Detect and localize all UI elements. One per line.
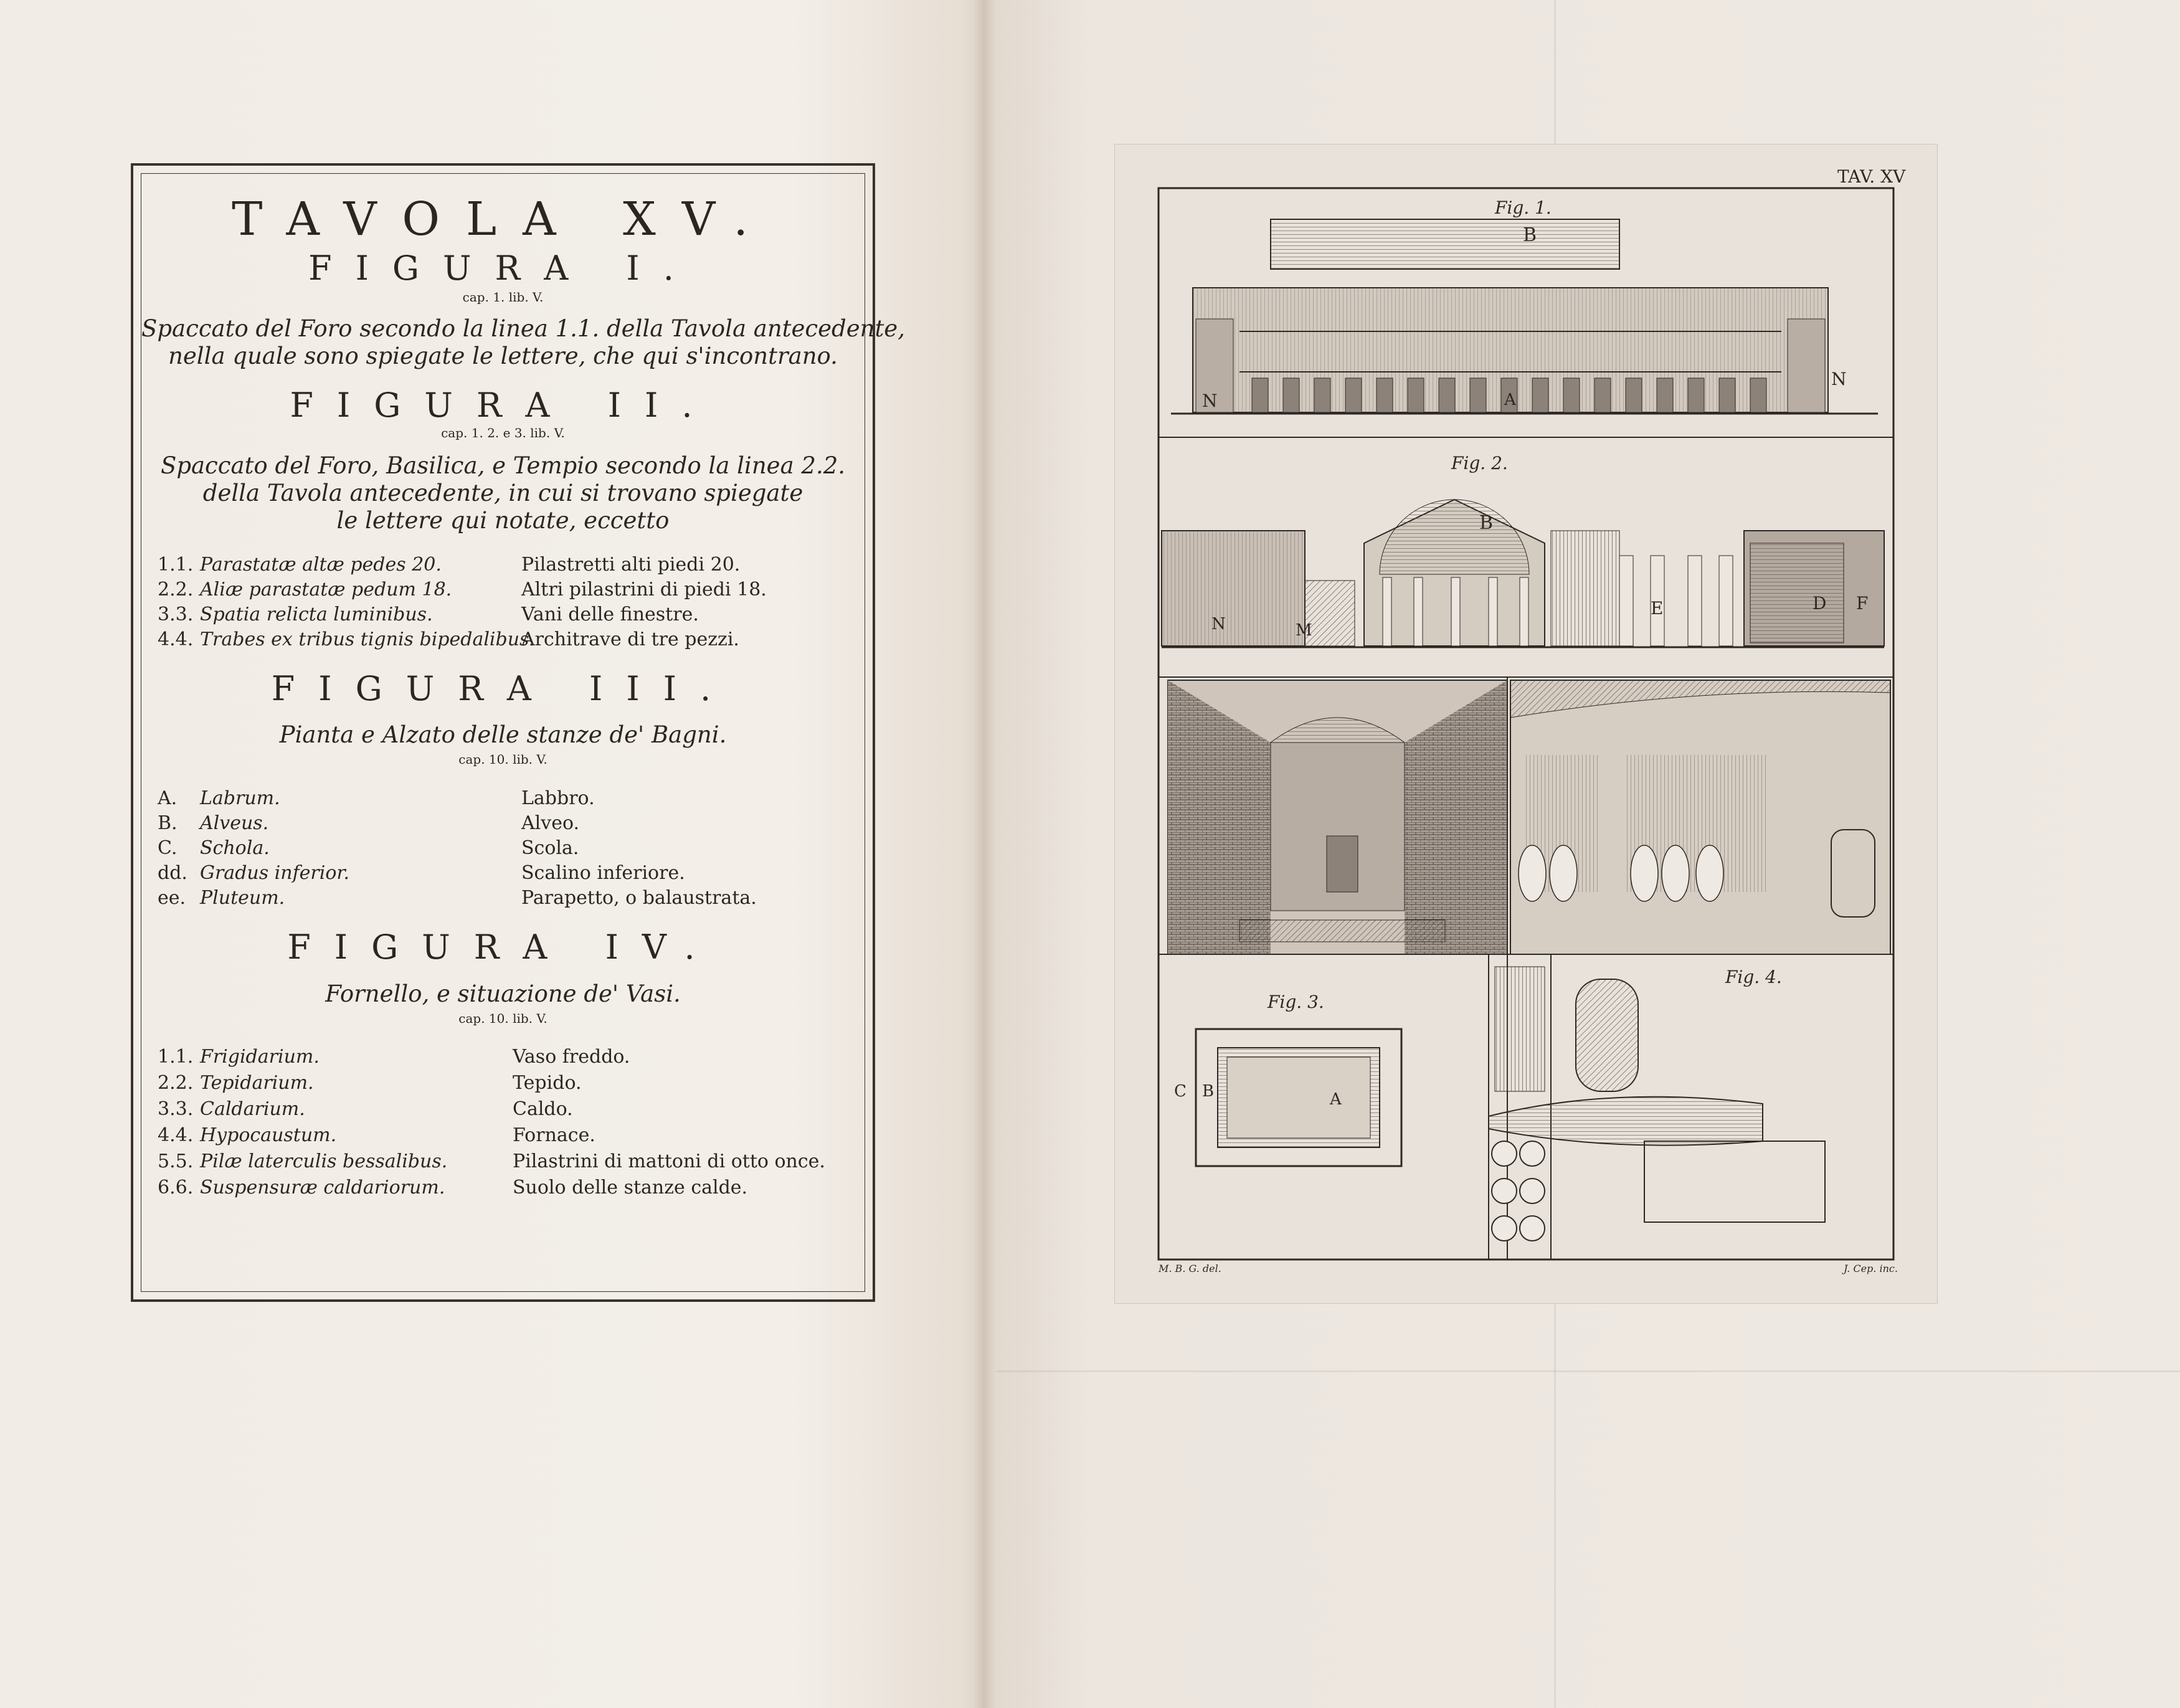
letter-c-fig3: C: [1174, 1082, 1187, 1101]
figure-2-heading: FIGURA II.: [290, 386, 716, 425]
figure-3-elevation: [1168, 680, 1507, 954]
item-italian: Altri pilastrini di piedi 18.: [521, 579, 767, 600]
item-number: 6.6.: [158, 1177, 194, 1198]
list-item: [158, 1151, 874, 1175]
figure-1-label: Fig. 1.: [1495, 197, 1552, 218]
letter-m-fig2: M: [1296, 621, 1312, 640]
list-item: [158, 579, 874, 604]
item-latin: Pilæ laterculis bessalibus.: [200, 1151, 448, 1172]
letter-e-fig2: E: [1651, 598, 1664, 619]
item-number: dd.: [158, 862, 187, 884]
list-item: [158, 1177, 874, 1202]
text-frame-inner: [141, 173, 905, 1292]
item-number: 1.1.: [158, 554, 194, 576]
item-italian: Suolo delle stanze calde.: [513, 1177, 748, 1198]
item-italian: Scalino inferiore.: [521, 862, 685, 884]
figure-2-cap: cap. 1. 2. e 3. lib. V.: [441, 425, 565, 440]
list-item: [158, 1046, 874, 1071]
item-latin: Caldarium.: [200, 1098, 305, 1120]
plate-number: TAV. XV: [1837, 166, 1906, 187]
item-italian: Labbro.: [521, 787, 595, 809]
item-latin: Gradus inferior.: [200, 862, 349, 884]
figure-1-heading: FIGURA I.: [308, 249, 698, 288]
item-latin: Parastatæ altæ pedes 20.: [200, 554, 442, 576]
figure-2-desc-line-2: della Tavola antecedente, in cui si trovano spiegate: [202, 480, 803, 506]
text-frame: [131, 163, 905, 1302]
list-item: [158, 1124, 874, 1149]
item-latin: Aliæ parastatæ pedum 18.: [200, 579, 452, 600]
item-italian: Tepido.: [513, 1072, 582, 1094]
item-italian: Vani delle finestre.: [521, 604, 699, 625]
list-item: [158, 629, 874, 653]
figure-2-drawing: [1162, 500, 1884, 647]
item-latin: Labrum.: [200, 787, 280, 809]
item-number: ee.: [158, 887, 186, 909]
list-item: [158, 604, 874, 629]
list-item: [158, 837, 874, 862]
item-number: 4.4.: [158, 1124, 194, 1146]
letter-n-fig2: N: [1211, 615, 1226, 633]
item-latin: Pluteum.: [200, 887, 285, 909]
figure-1-desc-line-1: Spaccato del Foro secondo la linea 1.1. della Tavola antecedente,: [141, 315, 905, 342]
item-number: 5.5.: [158, 1151, 194, 1172]
letter-f-fig2: F: [1856, 593, 1869, 614]
figure-2-label: Fig. 2.: [1451, 453, 1508, 473]
letter-b-fig1: B: [1523, 224, 1537, 246]
item-italian: Pilastretti alti piedi 20.: [521, 554, 741, 576]
figure-3-label: Fig. 3.: [1268, 992, 1324, 1012]
figure-4-label: Fig. 4.: [1725, 967, 1782, 987]
credit-designer: M. B. G. del.: [1159, 1263, 1221, 1274]
item-number: 4.4.: [158, 629, 194, 650]
item-number: 3.3.: [158, 1098, 194, 1120]
item-number: A.: [158, 787, 178, 809]
engraved-plate: [1115, 145, 1937, 1303]
item-italian: Caldo.: [513, 1098, 573, 1120]
item-latin: Hypocaustum.: [200, 1124, 337, 1146]
list-item: [158, 1098, 874, 1123]
item-italian: Architrave di tre pezzi.: [521, 629, 739, 650]
figure-1-drawing: [1171, 219, 1878, 414]
item-number: 2.2.: [158, 1072, 194, 1094]
item-latin: Alveus.: [200, 812, 269, 834]
list-item: [158, 554, 874, 579]
engraving-drawing: [1115, 145, 1937, 1303]
list-item: [158, 787, 874, 812]
item-number: 3.3.: [158, 604, 194, 625]
list-item: [158, 862, 874, 887]
item-italian: Pilastrini di mattoni di otto once.: [513, 1151, 825, 1172]
figure-4-desc: Fornello, e situazione de' Vasi.: [325, 980, 681, 1007]
list-item: [158, 887, 874, 912]
figure-3-cap: cap. 10. lib. V.: [458, 752, 547, 767]
figure-3-plan: [1196, 1029, 1401, 1166]
fold-line-horizontal: [997, 1370, 2180, 1372]
credit-engraver: J. Cep. inc.: [1844, 1263, 1898, 1274]
item-latin: Spatia relicta luminibus.: [200, 604, 433, 625]
letter-a-fig1: A: [1504, 391, 1516, 409]
figure-3-heading: FIGURA III.: [271, 669, 735, 708]
figure-3-desc: Pianta e Alzato delle stanze de' Bagni.: [279, 721, 727, 748]
item-number: 1.1.: [158, 1046, 194, 1068]
item-number: 2.2.: [158, 579, 194, 600]
figure-4-heading: FIGURA IV.: [287, 928, 719, 967]
figure-4-cap: cap. 10. lib. V.: [458, 1011, 547, 1026]
letter-d-fig2: D: [1813, 593, 1827, 614]
letter-b-fig2: B: [1479, 512, 1494, 534]
item-italian: Alveo.: [521, 812, 580, 834]
list-item: [158, 1072, 874, 1097]
item-italian: Parapetto, o balaustrata.: [521, 887, 757, 909]
figure-2-desc-line-3: le lettere qui notate, eccetto: [336, 507, 670, 534]
plate-title: TAVOLA XV.: [232, 192, 774, 246]
item-latin: Frigidarium.: [200, 1046, 320, 1068]
item-number: B.: [158, 812, 178, 834]
figure-4-section: [1510, 680, 1890, 954]
letter-b-fig3: B: [1202, 1082, 1215, 1101]
book-gutter: [972, 0, 997, 1708]
figure-1-desc-line-2: nella quale sono spiegate le lettere, che qui s'incontrano.: [168, 343, 838, 369]
letter-n-fig1-left: N: [1202, 391, 1218, 411]
letter-a-fig3: A: [1330, 1090, 1342, 1109]
item-latin: Trabes ex tribus tignis bipedalibus.: [200, 629, 535, 650]
list-item: [158, 812, 874, 837]
item-italian: Vaso freddo.: [513, 1046, 630, 1068]
item-latin: Schola.: [200, 837, 270, 859]
item-latin: Tepidarium.: [200, 1072, 314, 1094]
item-italian: Fornace.: [513, 1124, 595, 1146]
item-latin: Suspensuræ caldariorum.: [200, 1177, 445, 1198]
letter-n-fig1-right: N: [1831, 369, 1847, 389]
item-number: C.: [158, 837, 178, 859]
figure-2-desc-line-1: Spaccato del Foro, Basilica, e Tempio secondo la linea 2.2.: [160, 452, 846, 479]
figure-1-cap: cap. 1. lib. V.: [462, 290, 544, 305]
item-italian: Scola.: [521, 837, 579, 859]
figure-4-furnace: [1489, 967, 1825, 1241]
